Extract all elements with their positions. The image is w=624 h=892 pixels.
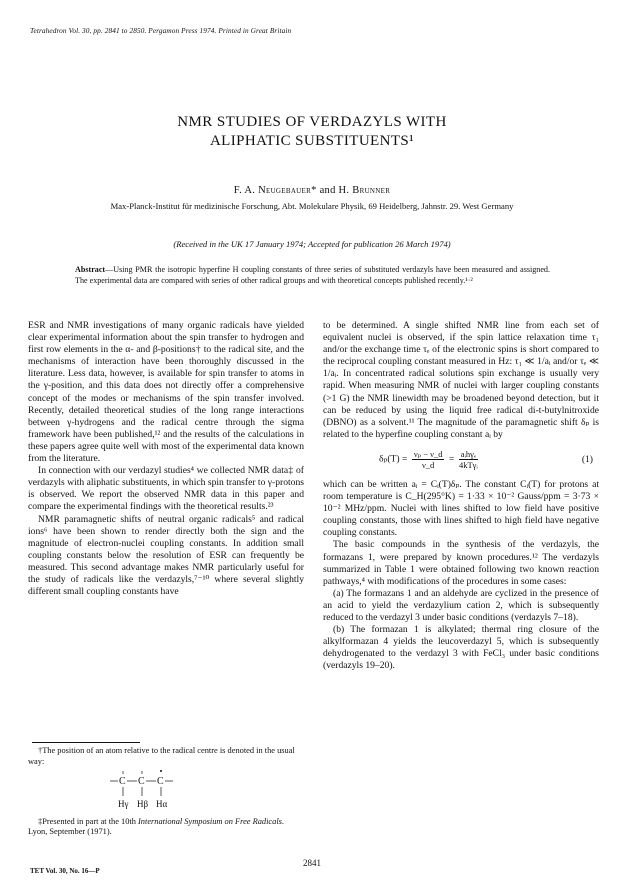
structure-label-h-beta: Hβ [137,799,149,809]
paragraph: NMR paramagnetic shifts of neutral organic radicals⁵ and radical ions⁶ have been shown to render directly both the sign and the magnitude of electron-nuclei coupling constants. In addition small coupling constants below the resolution of ESR can frequently be measured. This second advantage makes NMR particularly useful for the study of radicals like the verdazyls,⁷⁻¹⁰ where several slightly different small coupling constants have [28,513,304,598]
paragraph: The basic compounds in the synthesis of the verdazyls, the formazans 1, were prepared by known procedures.¹² The verdazyls summarized in Table 1 were obtained following two known reaction pathways,⁴ with modifications of the procedures in some cases: [323,539,599,587]
radical-dot [160,770,162,772]
page-number: 2841 [303,858,321,868]
paragraph: (b) The formazan 1 is alkylated; thermal ring closure of the alkylformazan 4 yields the leucoverdazyl 5, which is subsequently dehydrogenated to the verdazyl 3 with FeCl₃ under basic conditions (verdazyls 19–20). [323,624,599,672]
equation-body [379,449,480,470]
article-title-line-1: NMR STUDIES OF VERDAZYLS WITH [177,114,447,130]
equation-fraction-1: $\frac{\text{νₚ − ν\_d}}{\nu\_d}$ [413,449,443,471]
footnote-ddagger: ‡Presented in part at the 10th International Symposium on Free Radicals. Lyon, September (1971). [28,816,285,836]
equation-fraction-2: $\frac{\text{aᵢhγₑ}}{\text{4kTγᵢ}}$ [458,449,478,471]
right-column [323,320,599,672]
structure-atom-c2: C [138,776,145,787]
equation-equals: = [448,454,455,466]
article-title-line-2: ALIPHATIC SUBSTITUENTS¹ [209,133,415,149]
equation-1 [323,445,599,475]
author-name-1: Neugebauer [258,185,312,196]
paragraph: to be determined. A single shifted NMR line from each set of equivalent nuclei is observed, if the spin lattice relaxation time τ₁ and/or the exchange time τₑ of the electronic spins is short compared to the reciprocal coupling constant measured in Hz: τ₁ ≪ 1/aᵢ and/or τₑ ≪ 1/aᵢ. In concentrated radical solutions spin exchange is usually very rapid. When measuring NMR of nuclei with larger coupling constants (>1 G) the NMR linewidth may be broadened beyond detection, but it can be reduced by using the liquid free radical di-t-butylnitroxide (DBNO) as a solvent.¹¹ The magnitude of the paramagnetic shift δₚ is related to the hyperfine coupling constant aᵢ by [323,320,599,440]
paragraph: which can be written aᵢ = Cᵢ(T)δₚ. The constant Cᵢ(T) for protons at room temperature is C_H(295°K) = 1·33 × 10⁻² Gauss/ppm = 3·73 × 10⁻² MHz/ppm. Nuclei with lines shifted to low field have positive coupling constants, those with lines shifted to high field have negative coupling constants. [323,478,599,539]
equation-number: (1) [581,453,593,465]
journal-header: Tetrahedron Vol. 30, pp. 2841 to 2850. Pergamon Press 1974. Printed in Great Britain [30,26,292,35]
structure-label-h-gamma: Hγ [118,799,129,809]
abstract [75,264,550,286]
author-separator: * and H. [311,185,353,196]
footnote-dagger: †The position of an atom relative to the radical centre is denoted in the usual way: [28,746,295,766]
author-initials: F. A. [233,185,259,196]
paragraph: (a) The formazans 1 and an aldehyde are cyclized in the presence of an acid to yield the verdazylium cation 2, which is subsequently reduced to the verdazyl 3 under basic conditions (verdazyls 7–18). [323,587,599,623]
structure-atom-c1: C [119,776,126,787]
structure-label-h-alpha: Hα [156,799,168,809]
received-dates: (Received in the UK 17 January 1974; Accepted for publication 26 March 1974) [173,239,451,249]
paragraph: In connection with our verdazyl studies⁴ we collected NMR data‡ of verdazyls with aliphatic substituents, in which spin transfer to γ-protons is observed. We report the observed NMR data in this paper and compare the experimental findings with the theoretical results.²³ [28,465,305,513]
footnotes [28,742,304,838]
left-column [28,320,304,598]
equation-lhs: δₚ(T) = [379,454,408,466]
author-name-2: Brunner [352,185,391,196]
carbon-chain-structure [28,767,304,813]
author-line [0,185,624,196]
footnote-rule [32,742,140,743]
paragraph: ESR and NMR investigations of many organic radicals have yielded clear experimental information about the spin transfer to hydrogen and first row elements in the α- and β-positions† to the radical site, and the mechanisms of interaction have been thoroughly discussed in the literature. Less data, however, is available for spin transfer to atoms in the γ-position, and this data does not directly offer a comprehensive concept of the modes or mechanisms of the spin transfer involved. Recently, detailed theoretical studies of the long range interactions between γ-hydrogens and the radical centre through the sigma framework have been published,¹² and the results of the calculations in these papers agree quite well with most of the experimental data known from the literature. [28,320,304,465]
affiliation: Max-Planck-Institut für medizinische Forschung, Abt. Molekulare Physik, 69 Heidelberg, Jahnstr. 29. West Germany [110,201,514,211]
abstract-text: —Using PMR the isotropic hyperfine H coupling constants of three series of substituted verdazyls have been measured and assigned. The experimental data are compared with series of other radical groups and with theoretical concepts published recently.¹·² [75,265,550,285]
journal-reference: TET Vol. 30, No. 16—P [30,867,100,875]
abstract-label: Abstract [75,265,106,274]
structure-atom-c3: C [157,776,164,787]
